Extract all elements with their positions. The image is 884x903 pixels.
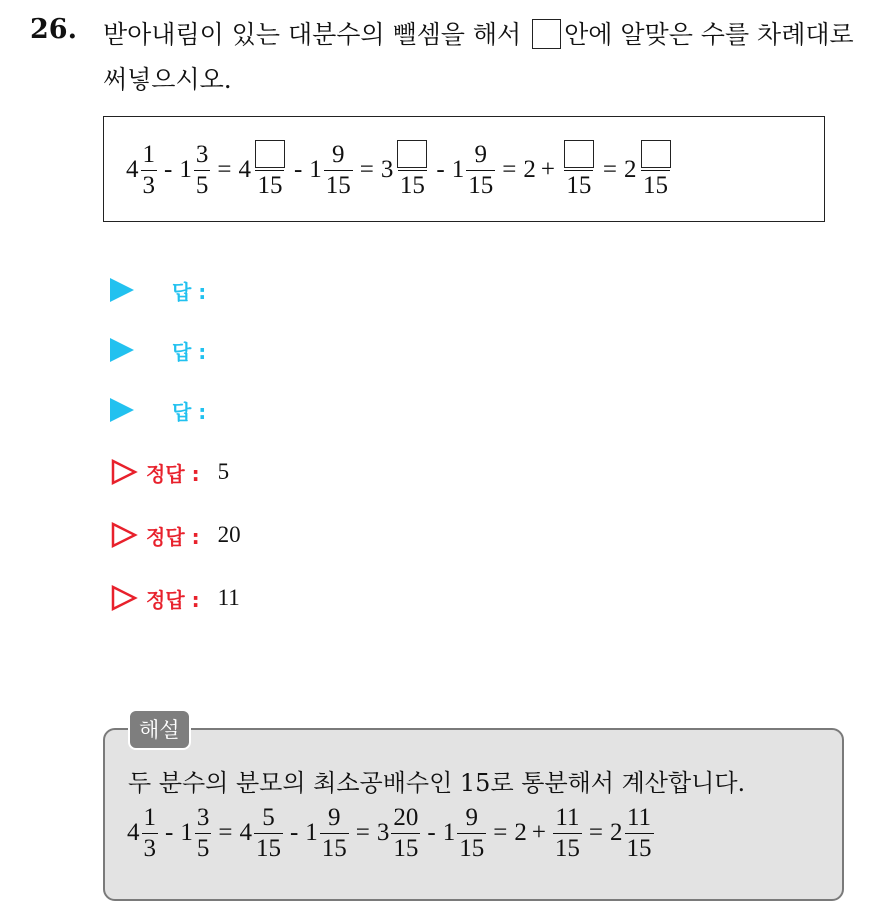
denominator: 15 [554,834,580,862]
fraction [320,803,349,864]
correct-answer-label: 정답 : [146,587,200,612]
numerator: 1 [143,803,156,831]
equals-operator: = [588,819,604,846]
equals-operator: = [359,156,374,183]
denominator: 3 [142,171,155,199]
explanation-tag: 해설 [128,709,191,750]
answer-blank-box-1[interactable] [255,140,285,168]
fraction [395,140,429,201]
question-text-line1 [103,15,854,51]
denominator: 3 [143,834,156,862]
outline-triangle-icon [110,521,138,549]
blank-box-symbol [532,19,561,49]
outline-triangle-icon [110,584,138,612]
equals-operator: = [355,819,370,846]
whole-number: 2 [514,819,527,846]
answer-label: 답 : [172,339,207,364]
numerator: 1 [142,140,155,168]
fraction [391,803,420,864]
minus-operator: - [164,156,173,183]
answer-row-1 [110,275,206,305]
numerator: 9 [465,803,478,831]
numerator-slot [562,140,596,170]
mixed-whole: 1 [309,156,322,183]
equals-operator: = [502,156,517,183]
numerator: 11 [555,803,580,831]
mixed-whole: 1 [442,819,456,846]
fraction [466,140,495,201]
mixed-whole: 4 [238,156,251,183]
play-triangle-icon [110,338,134,362]
denominator: 5 [196,834,210,862]
fraction [625,803,654,864]
equals-operator: = [217,156,232,183]
mixed-whole: 3 [376,819,390,846]
numerator: 11 [626,803,652,831]
denominator: 15 [321,834,347,862]
answer-label: 답 : [172,399,207,424]
denominator: 15 [566,171,592,199]
denominator: 15 [459,834,485,862]
question-text-line2: 써넣으시오. [103,65,232,94]
numerator: 3 [196,803,210,831]
answer-blank-box-3[interactable] [564,140,594,168]
numerator: 9 [332,140,345,168]
denominator: 15 [626,834,652,862]
minus-operator: - [289,819,299,846]
problem-equation [124,137,675,203]
minus-operator: - [436,156,445,183]
numerator-slot [395,140,429,170]
mixed-whole: 2 [610,819,623,846]
fraction [553,803,582,864]
denominator: 15 [255,834,281,862]
denominator: 15 [399,171,425,199]
numerator: 20 [393,803,419,831]
explanation-equation [125,800,656,866]
numerator: 9 [328,803,341,831]
correct-answer-row-2 [110,520,241,550]
play-triangle-icon [110,278,134,302]
equals-operator: = [493,819,508,846]
numerator: 9 [474,140,487,168]
question-number: 26. [30,14,77,45]
plus-operator: + [540,156,555,183]
denominator: 15 [325,171,351,199]
correct-answer-row-3 [110,583,240,613]
plus-operator: + [531,819,546,846]
answer-label: 답 : [172,279,207,304]
denominator: 15 [393,834,419,862]
minus-operator: - [427,819,436,846]
explanation-text: 두 분수의 분모의 최소공배수인 15로 통분해서 계산합니다. [128,769,746,797]
mixed-whole: 1 [305,819,318,846]
mixed-whole: 2 [624,156,637,183]
denominator: 5 [195,171,209,199]
answer-blank-box-2[interactable] [397,140,427,168]
equals-operator: = [218,819,233,846]
mixed-whole: 3 [380,156,394,183]
numerator-slot [639,140,673,170]
numerator: 3 [195,140,209,168]
fraction [141,140,158,201]
mixed-whole: 4 [126,156,139,183]
fraction [253,140,287,201]
fraction [254,803,283,864]
fraction [457,803,486,864]
fraction [195,803,212,864]
fraction [324,140,353,201]
minus-operator: - [293,156,303,183]
outline-triangle-icon [110,458,138,486]
mixed-whole: 1 [451,156,465,183]
mixed-whole: 1 [179,156,192,183]
fraction [194,140,211,201]
fraction [142,803,159,864]
correct-answer-value: 20 [217,522,241,547]
whole-number: 2 [523,156,536,183]
correct-answer-value: 11 [217,585,240,610]
correct-answer-label: 정답 : [146,461,200,486]
numerator: 5 [262,803,275,831]
denominator: 15 [468,171,494,199]
mixed-whole: 1 [180,819,193,846]
denominator: 15 [643,171,669,199]
question-text-part1: 받아내림이 있는 대분수의 뺄셈을 해서 [103,20,522,49]
play-triangle-icon [110,398,134,422]
correct-answer-row-1 [110,457,229,487]
denominator: 15 [257,171,283,199]
answer-blank-box-4[interactable] [641,140,671,168]
numerator-slot [253,140,287,170]
correct-answer-value: 5 [217,459,230,484]
fraction [562,140,596,201]
fraction [639,140,673,201]
question-text-part2: 안에 알맞은 수를 차례대로 [564,20,854,49]
problem-box [103,116,825,222]
answer-row-2 [110,335,206,365]
answer-row-3 [110,395,206,425]
equals-operator: = [602,156,618,183]
correct-answer-label: 정답 : [146,524,200,549]
mixed-whole: 4 [239,819,252,846]
minus-operator: - [165,819,174,846]
mixed-whole: 4 [127,819,140,846]
